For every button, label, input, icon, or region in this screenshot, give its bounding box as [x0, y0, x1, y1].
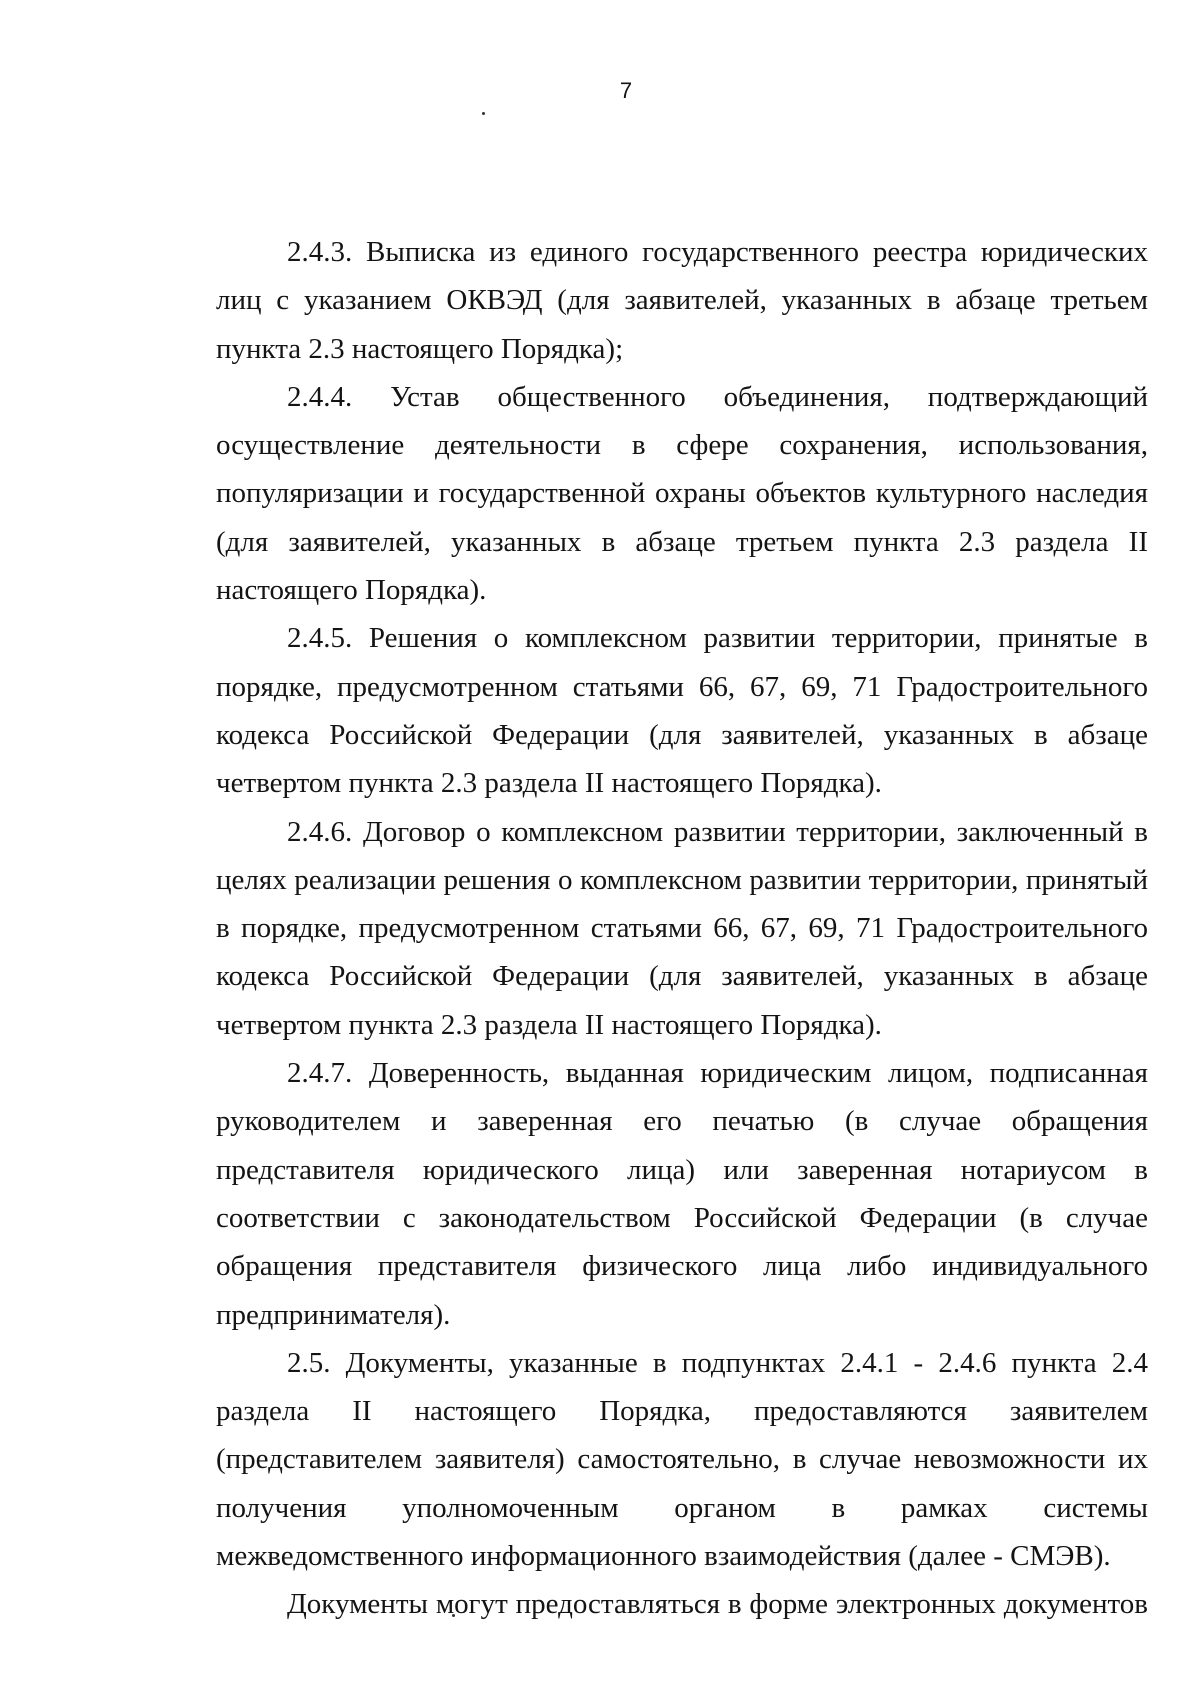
paragraph-2-4-3: 2.4.3. Выписка из единого государственного реестра юридических лиц с указанием ОКВЭД (для заявителей, указанных в абзаце третьем пункта 2.3 настоящего Порядка);: [216, 236, 1148, 365]
paragraph-2-4-6: 2.4.6. Договор о комплексном развитии территории, заключенный в целях реализации решения о комплексном развитии территории, принятый в порядке, предусмотренном статьями 66, 67, 69, 71 Градостроительного кодекса Российской Федерации (для заявителей, указанных в абзаце четвертом пункта 2.3 раздела II настоящего Порядка).: [216, 815, 1148, 1041]
scan-speck: [482, 112, 485, 115]
paragraph-2-4-7: 2.4.7. Доверенность, выданная юридическим лицом, подписанная руководителем и заверенная его печатью (в случае обращения представителя юридического лица) или заверенная нотариусом в соответствии с законодательством Российской Федерации (в случае обращения представителя физического лица либо индивидуального предпринимателя).: [216, 1057, 1148, 1331]
document-body: [216, 228, 1148, 1629]
paragraph-2-5: 2.5. Документы, указанные в подпунктах 2.4.1 - 2.4.6 пункта 2.4 раздела II настоящего Порядка, предоставляются заявителем (представителем заявителя) самостоятельно, в случае невозможности их получения уполномоченным органом в рамках системы межведомственного информационного взаимодействия (далее - СМЭВ).: [216, 1346, 1148, 1573]
paragraph-2-4-4: 2.4.4. Устав общественного объединения, подтверждающий осуществление деятельности в сфере сохранения, использования, популяризации и государственной охраны объектов культурного наследия (для заявителей, указанных в абзаце третьем пункта 2.3 раздела II настоящего Порядка).: [216, 380, 1148, 607]
paragraph-documents-electronic: Документы могут предоставляться в форме электронных документов: [287, 1588, 1148, 1621]
page-number: 7: [619, 78, 633, 103]
paragraph-2-4-5: 2.4.5. Решения о комплексном развитии территории, принятые в порядке, предусмотренном статьями 66, 67, 69, 71 Градостроительного кодекса Российской Федерации (для заявителей, указанных в абзаце четвертом пункта 2.3 раздела II настоящего Порядка).: [216, 622, 1148, 800]
